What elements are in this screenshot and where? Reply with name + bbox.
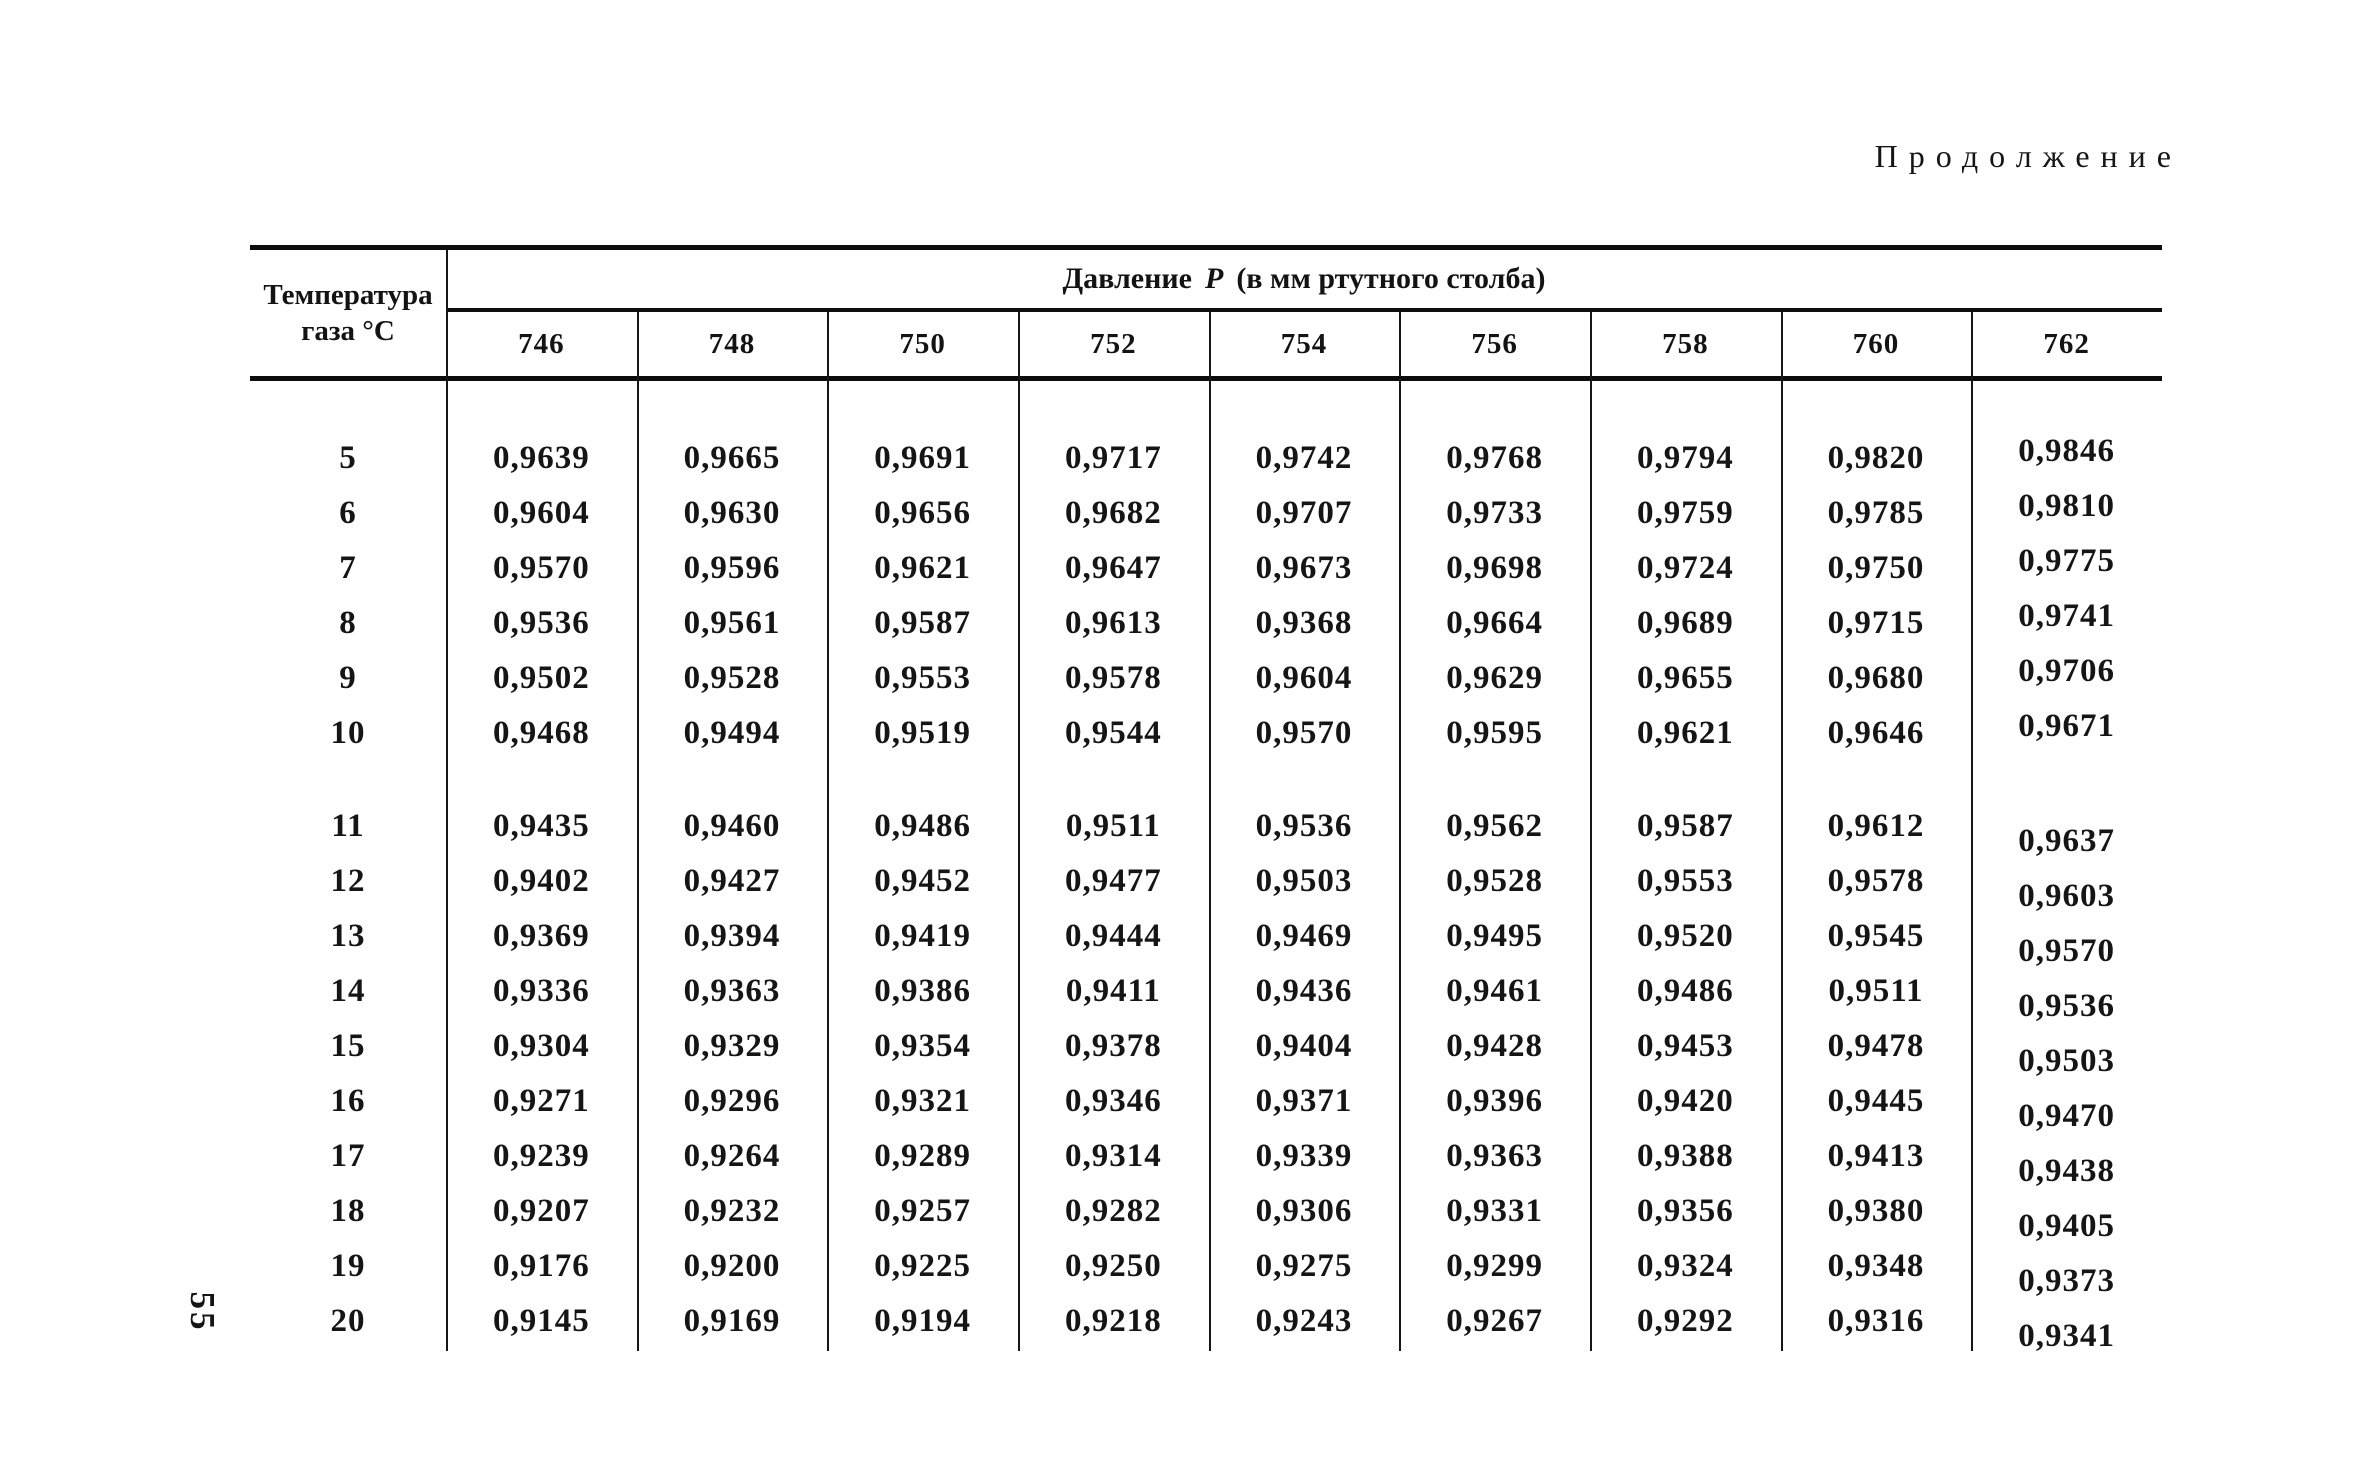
value-cell: 0,9520: [1636, 918, 1734, 954]
pressure-col-header: 756: [1471, 327, 1518, 360]
value-cell: 0,9741: [2018, 598, 2116, 634]
value-cell: 0,9339: [1255, 1138, 1353, 1174]
value-cell: 0,9267: [1446, 1303, 1544, 1339]
value-cell: 0,9207: [492, 1193, 590, 1229]
value-cell: 0,9176: [492, 1248, 590, 1284]
value-cell: 0,9427: [683, 863, 781, 899]
temperature-cell: 5: [339, 440, 357, 476]
pressure-symbol: P: [1204, 262, 1224, 295]
value-cell: 0,9348: [1827, 1248, 1925, 1284]
value-cell: 0,9321: [874, 1083, 972, 1119]
value-cell: 0,9562: [1446, 808, 1544, 844]
value-cell: 0,9544: [1064, 715, 1162, 751]
value-cell: 0,9759: [1636, 495, 1734, 531]
value-cell: 0,9494: [683, 715, 781, 751]
value-cell: 0,9587: [874, 605, 972, 641]
value-cell: 0,9363: [683, 973, 781, 1009]
value-cell: 0,9570: [492, 550, 590, 586]
value-cell: 0,9145: [492, 1303, 590, 1339]
temperature-cell: 19: [330, 1248, 366, 1284]
temperature-cell: 7: [339, 550, 357, 586]
value-cell: 0,9717: [1064, 440, 1162, 476]
value-cell: 0,9750: [1827, 550, 1925, 586]
value-cell: 0,9250: [1064, 1248, 1162, 1284]
value-cell: 0,9613: [1064, 605, 1162, 641]
column-separator-line: [1399, 312, 1401, 1351]
value-cell: 0,9604: [492, 495, 590, 531]
value-cell: 0,9820: [1827, 440, 1925, 476]
value-cell: 0,9435: [492, 808, 590, 844]
table-row: [250, 651, 2162, 706]
value-cell: 0,9264: [683, 1138, 781, 1174]
value-cell: 0,9846: [2018, 433, 2116, 469]
value-cell: 0,9587: [1636, 808, 1734, 844]
temperature-header-line1: Температура: [263, 278, 433, 311]
value-cell: 0,9629: [1446, 660, 1544, 696]
value-cell: 0,9239: [492, 1138, 590, 1174]
value-cell: 0,9304: [492, 1028, 590, 1064]
value-cell: 0,9289: [874, 1138, 972, 1174]
value-cell: 0,9445: [1827, 1083, 1925, 1119]
value-cell: 0,9646: [1827, 715, 1925, 751]
pressure-col-header: 762: [2043, 327, 2090, 360]
value-cell: 0,9468: [492, 715, 590, 751]
value-cell: 0,9200: [683, 1248, 781, 1284]
value-cell: 0,9603: [2018, 878, 2116, 914]
value-cell: 0,9578: [1827, 863, 1925, 899]
value-cell: 0,9378: [1064, 1028, 1162, 1064]
pressure-col-header: 752: [1090, 327, 1137, 360]
pressure-correction-table: [250, 245, 2162, 1359]
value-cell: 0,9316: [1827, 1303, 1925, 1339]
value-cell: 0,9691: [874, 440, 972, 476]
value-cell: 0,9354: [874, 1028, 972, 1064]
value-cell: 0,9621: [874, 550, 972, 586]
value-cell: 0,9257: [874, 1193, 972, 1229]
value-cell: 0,9665: [683, 440, 781, 476]
value-cell: 0,9698: [1446, 550, 1544, 586]
value-cell: 0,9413: [1827, 1138, 1925, 1174]
value-cell: 0,9503: [1255, 863, 1353, 899]
value-cell: 0,9169: [683, 1303, 781, 1339]
value-cell: 0,9380: [1827, 1193, 1925, 1229]
pressure-col-row: [446, 312, 2162, 376]
temperature-cell: 12: [330, 863, 366, 899]
temperature-cell: 11: [331, 808, 365, 844]
value-cell: 0,9225: [874, 1248, 972, 1284]
temperature-cell: 10: [330, 715, 366, 751]
column-separator-line: [1018, 312, 1020, 1351]
value-cell: 0,9545: [1827, 918, 1925, 954]
value-cell: 0,9218: [1064, 1303, 1162, 1339]
value-cell: 0,9369: [492, 918, 590, 954]
value-cell: 0,9243: [1255, 1303, 1353, 1339]
value-cell: 0,9689: [1636, 605, 1734, 641]
value-cell: 0,9329: [683, 1028, 781, 1064]
value-cell: 0,9570: [2018, 933, 2116, 969]
value-cell: 0,9271: [492, 1083, 590, 1119]
value-cell: 0,9324: [1636, 1248, 1734, 1284]
value-cell: 0,9561: [683, 605, 781, 641]
value-cell: 0,9742: [1255, 440, 1353, 476]
table-row: [250, 799, 2162, 859]
value-cell: 0,9596: [683, 550, 781, 586]
value-cell: 0,9536: [492, 605, 590, 641]
value-cell: 0,9495: [1446, 918, 1544, 954]
table-row: [250, 1184, 2162, 1244]
temperature-cell: 14: [330, 973, 366, 1009]
value-cell: 0,9680: [1827, 660, 1925, 696]
value-cell: 0,9331: [1446, 1193, 1544, 1229]
table-row: [250, 541, 2162, 596]
value-cell: 0,9707: [1255, 495, 1353, 531]
pressure-header-prefix: Давление: [1062, 262, 1192, 295]
value-cell: 0,9341: [2018, 1318, 2116, 1354]
table-row: [250, 854, 2162, 914]
value-cell: 0,9612: [1827, 808, 1925, 844]
value-cell: 0,9368: [1255, 605, 1353, 641]
value-cell: 0,9715: [1827, 605, 1925, 641]
value-cell: 0,9578: [1064, 660, 1162, 696]
table-row: [250, 1129, 2162, 1189]
value-cell: 0,9402: [492, 863, 590, 899]
temperature-cell: 20: [330, 1303, 366, 1339]
value-cell: 0,9299: [1446, 1248, 1544, 1284]
value-cell: 0,9486: [874, 808, 972, 844]
value-cell: 0,9336: [492, 973, 590, 1009]
value-cell: 0,9363: [1446, 1138, 1544, 1174]
value-cell: 0,9373: [2018, 1263, 2116, 1299]
temperature-header-line2: газа °С: [301, 315, 395, 347]
continuation-label: Продолжение: [1874, 138, 2182, 174]
temperature-cell: 16: [330, 1083, 366, 1119]
pressure-col-header: 746: [518, 327, 565, 360]
value-cell: 0,9775: [2018, 543, 2116, 579]
value-cell: 0,9630: [683, 495, 781, 531]
value-cell: 0,9461: [1446, 973, 1544, 1009]
table-row: [250, 431, 2162, 486]
value-cell: 0,9386: [874, 973, 972, 1009]
value-cell: 0,9604: [1255, 660, 1353, 696]
temperature-column-header: [250, 250, 446, 376]
value-cell: 0,9420: [1636, 1083, 1734, 1119]
pressure-col-header: 758: [1662, 327, 1709, 360]
value-cell: 0,9194: [874, 1303, 972, 1339]
temperature-cell: 9: [339, 660, 357, 696]
value-cell: 0,9356: [1636, 1193, 1734, 1229]
value-cell: 0,9511: [1828, 973, 1924, 1009]
value-cell: 0,9306: [1255, 1193, 1353, 1229]
table-row: [250, 596, 2162, 651]
value-cell: 0,9794: [1636, 440, 1734, 476]
pressure-header-suffix: (в мм ртутного столба): [1236, 262, 1546, 295]
value-cell: 0,9682: [1064, 495, 1162, 531]
column-separator-line: [1971, 312, 1973, 1351]
temperature-cell: 17: [330, 1138, 366, 1174]
temperature-cell: 15: [330, 1028, 366, 1064]
column-separator-line: [1590, 312, 1592, 1351]
value-cell: 0,9453: [1636, 1028, 1734, 1064]
column-separator-line: [1209, 312, 1211, 1351]
value-cell: 0,9621: [1636, 715, 1734, 751]
value-cell: 0,9664: [1446, 605, 1544, 641]
temperature-cell: 8: [339, 605, 357, 641]
value-cell: 0,9511: [1065, 808, 1161, 844]
value-cell: 0,9528: [1446, 863, 1544, 899]
value-cell: 0,9810: [2018, 488, 2116, 524]
value-cell: 0,9673: [1255, 550, 1353, 586]
value-cell: 0,9553: [1636, 863, 1734, 899]
value-cell: 0,9639: [492, 440, 590, 476]
value-cell: 0,9444: [1064, 918, 1162, 954]
value-cell: 0,9785: [1827, 495, 1925, 531]
value-cell: 0,9570: [1255, 715, 1353, 751]
value-cell: 0,9292: [1636, 1303, 1734, 1339]
value-cell: 0,9502: [492, 660, 590, 696]
value-cell: 0,9460: [683, 808, 781, 844]
value-cell: 0,9519: [874, 715, 972, 751]
value-cell: 0,9503: [2018, 1043, 2116, 1079]
value-cell: 0,9314: [1064, 1138, 1162, 1174]
value-cell: 0,9595: [1446, 715, 1544, 751]
table-row: [250, 964, 2162, 1024]
value-cell: 0,9553: [874, 660, 972, 696]
table-row: [250, 1294, 2162, 1354]
value-cell: 0,9477: [1064, 863, 1162, 899]
temperature-cell: 13: [330, 918, 366, 954]
value-cell: 0,9394: [683, 918, 781, 954]
value-cell: 0,9733: [1446, 495, 1544, 531]
value-cell: 0,9436: [1255, 973, 1353, 1009]
value-cell: 0,9478: [1827, 1028, 1925, 1064]
pressure-col-header: 748: [708, 327, 756, 360]
value-cell: 0,9275: [1255, 1248, 1353, 1284]
value-cell: 0,9428: [1446, 1028, 1544, 1064]
value-cell: 0,9371: [1255, 1083, 1353, 1119]
value-cell: 0,9452: [874, 863, 972, 899]
pressure-col-header: 750: [899, 327, 946, 360]
pressure-group-header: [446, 250, 2162, 308]
value-cell: 0,9536: [2018, 988, 2116, 1024]
value-cell: 0,9232: [683, 1193, 781, 1229]
value-cell: 0,9388: [1636, 1138, 1734, 1174]
table-row: [250, 706, 2162, 761]
value-cell: 0,9706: [2018, 653, 2116, 689]
value-cell: 0,9404: [1255, 1028, 1353, 1064]
value-cell: 0,9647: [1064, 550, 1162, 586]
value-cell: 0,9656: [874, 495, 972, 531]
column-separator-line: [1781, 312, 1783, 1351]
table-row: [250, 909, 2162, 969]
table-row: [250, 1239, 2162, 1299]
value-cell: 0,9724: [1636, 550, 1734, 586]
value-cell: 0,9396: [1446, 1083, 1544, 1119]
value-cell: 0,9346: [1064, 1083, 1162, 1119]
value-cell: 0,9419: [874, 918, 972, 954]
temperature-cell: 18: [330, 1193, 366, 1229]
value-cell: 0,9528: [683, 660, 781, 696]
table-row: [250, 486, 2162, 541]
value-cell: 0,9486: [1636, 973, 1734, 1009]
pressure-col-header: 760: [1852, 327, 1900, 360]
temp-column-separator-line: [446, 250, 448, 1351]
value-cell: 0,9296: [683, 1083, 781, 1119]
column-separator-line: [827, 312, 829, 1351]
value-cell: 0,9655: [1636, 660, 1734, 696]
table-body: [250, 381, 2162, 1359]
value-cell: 0,9536: [1255, 808, 1353, 844]
value-cell: 0,9470: [2018, 1098, 2116, 1134]
temperature-cell: 6: [339, 495, 357, 531]
value-cell: 0,9768: [1446, 440, 1544, 476]
value-cell: 0,9469: [1255, 918, 1353, 954]
column-separator-line: [637, 312, 639, 1351]
value-cell: 0,9671: [2018, 708, 2116, 744]
value-cell: 0,9411: [1065, 973, 1161, 1009]
value-cell: 0,9405: [2018, 1208, 2116, 1244]
value-cell: 0,9438: [2018, 1153, 2116, 1189]
table-row: [250, 1019, 2162, 1079]
table-row: [250, 1074, 2162, 1134]
pressure-col-header: 754: [1280, 327, 1328, 360]
value-cell: 0,9282: [1064, 1193, 1162, 1229]
page-number: 55: [183, 1291, 222, 1333]
value-cell: 0,9637: [2018, 823, 2116, 859]
